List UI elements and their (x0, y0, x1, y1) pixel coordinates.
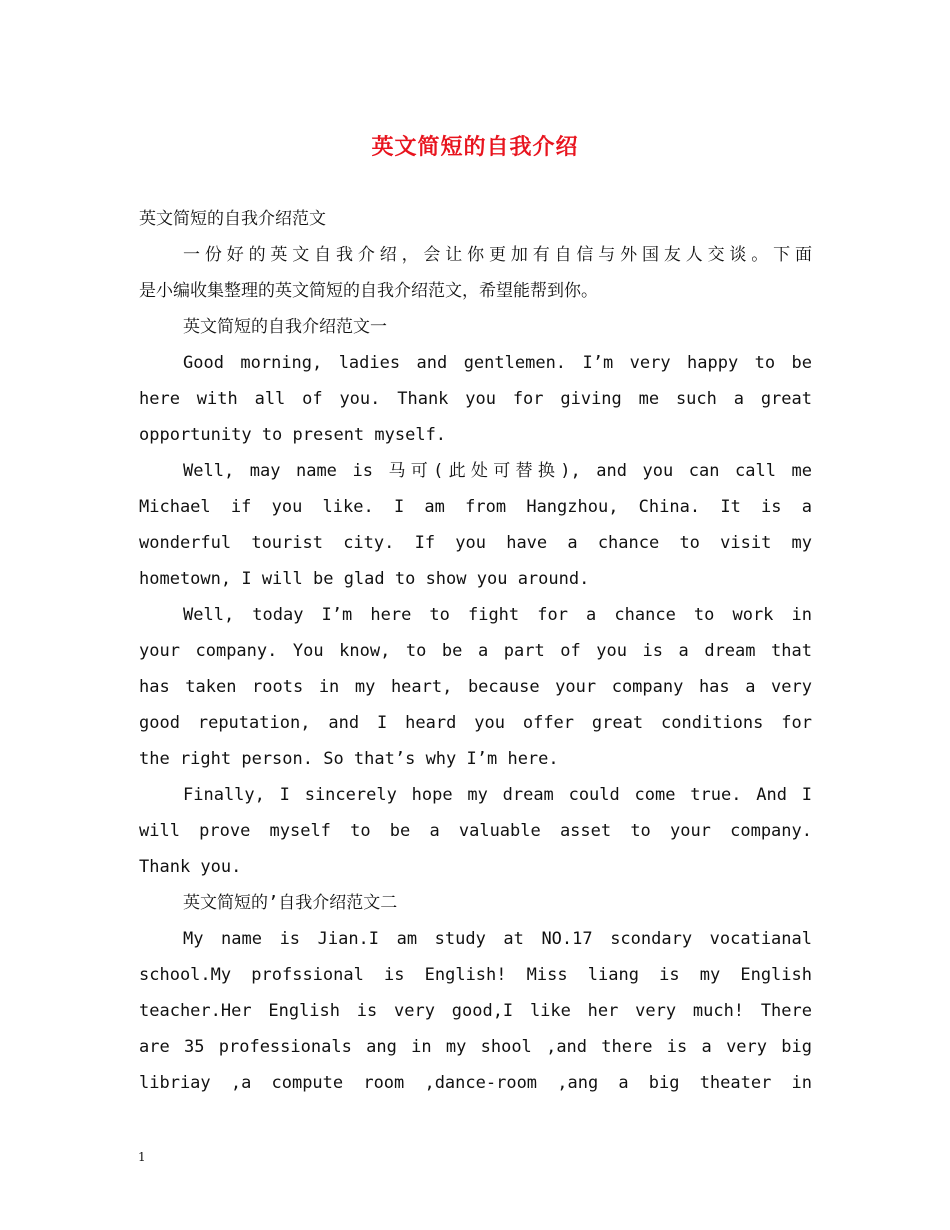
text-line: wonderful tourist city. If you have a chance to visit my (139, 533, 812, 553)
text-line: 一份好的英文自我介绍，会让你更加有自信与外国友人交谈。下面 (183, 245, 812, 265)
text-line: Good morning, ladies and gentlemen. I’m very happy to be (183, 353, 812, 373)
text-line: your company. You know, to be a part of you is a dream that (139, 641, 812, 661)
text-line: teacher.Her English is very good,I like her very much! There (139, 1001, 812, 1021)
text-line: Well, may name is 马可(此处可替换), and you can call me (183, 461, 812, 481)
document-title: 英文简短的自我介绍 (371, 134, 579, 160)
text-line: hometown, I will be glad to show you around. (139, 569, 590, 589)
text-line: My name is Jian.I am study at NO.17 scondary vocatianal (183, 929, 812, 949)
text-line: the right person. So that’s why I’m here. (139, 749, 559, 769)
text-line: good reputation, and I heard you offer great conditions for (139, 713, 812, 733)
text-line: here with all of you. Thank you for giving me such a great (139, 389, 812, 409)
text-line: Well, today I’m here to fight for a chance to work in (183, 605, 812, 625)
text-line: Finally, I sincerely hope my dream could come true. And I (183, 785, 812, 805)
text-line: has taken roots in my heart, because your company has a very (139, 677, 812, 697)
text-line: 英文简短的自我介绍范文 (139, 209, 326, 229)
text-line: opportunity to present myself. (139, 425, 447, 445)
text-line: Michael if you like. I am from Hangzhou, China. It is a (139, 497, 812, 517)
text-line: 是小编收集整理的英文简短的自我介绍范文，希望能帮到你。 (139, 281, 598, 301)
text-line: are 35 professionals ang in my shool ,and there is a very big (139, 1037, 812, 1057)
text-line: 英文简短的自我介绍范文一 (183, 317, 387, 337)
text-line: libriay ,a compute room ,dance-room ,ang a big theater in (139, 1073, 812, 1093)
text-line: will prove myself to be a valuable asset to your company. (139, 821, 812, 841)
text-line: Thank you. (139, 857, 242, 877)
page-number: 1 (138, 1150, 146, 1164)
text-line: 英文简短的’自我介绍范文二 (183, 893, 398, 913)
text-line: school.My profssional is English! Miss liang is my English (139, 965, 812, 985)
